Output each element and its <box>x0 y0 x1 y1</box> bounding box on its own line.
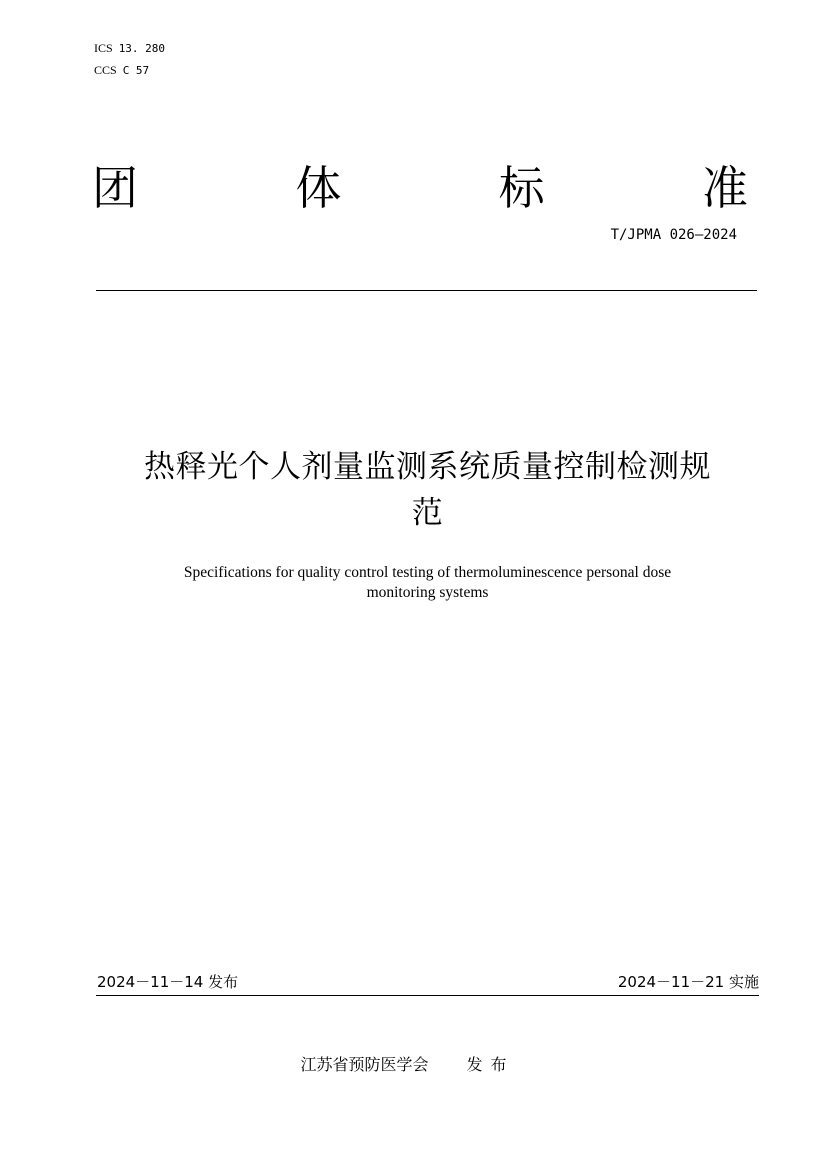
document-title-en <box>80 563 775 603</box>
ccs-code <box>94 62 149 79</box>
standard-type-char: 体 <box>295 161 342 215</box>
publisher-line <box>0 1054 815 1076</box>
title-zh-line: 热释光个人剂量监测系统质量控制检测规 <box>144 449 711 485</box>
header-divider <box>96 290 757 291</box>
publish-date: 2024－11－14 发布 <box>97 973 239 991</box>
ccs-value: C 57 <box>122 64 150 77</box>
implement-date: 2024－11－21 实施 <box>617 973 759 991</box>
document-title-zh <box>60 444 795 536</box>
footer-divider <box>96 995 759 996</box>
title-en-line: monitoring systems <box>366 584 489 601</box>
ics-value: 13. 280 <box>118 42 166 55</box>
publisher-name: 江苏省预防医学会 <box>300 1055 429 1074</box>
ccs-label: CCS <box>94 63 117 77</box>
ics-code <box>94 40 165 57</box>
publisher-action: 发布 <box>466 1055 515 1074</box>
standard-number: T/JPMA 026—2024 <box>610 227 737 243</box>
standard-type-char: 标 <box>498 161 545 215</box>
ics-label: ICS <box>94 41 113 55</box>
standard-type-heading <box>92 160 748 216</box>
standard-type-char: 团 <box>92 161 138 215</box>
title-en-line: Specifications for quality control testing of thermoluminescence personal dose <box>183 564 672 581</box>
title-zh-line: 范 <box>411 495 444 531</box>
standard-type-char: 准 <box>701 161 748 215</box>
